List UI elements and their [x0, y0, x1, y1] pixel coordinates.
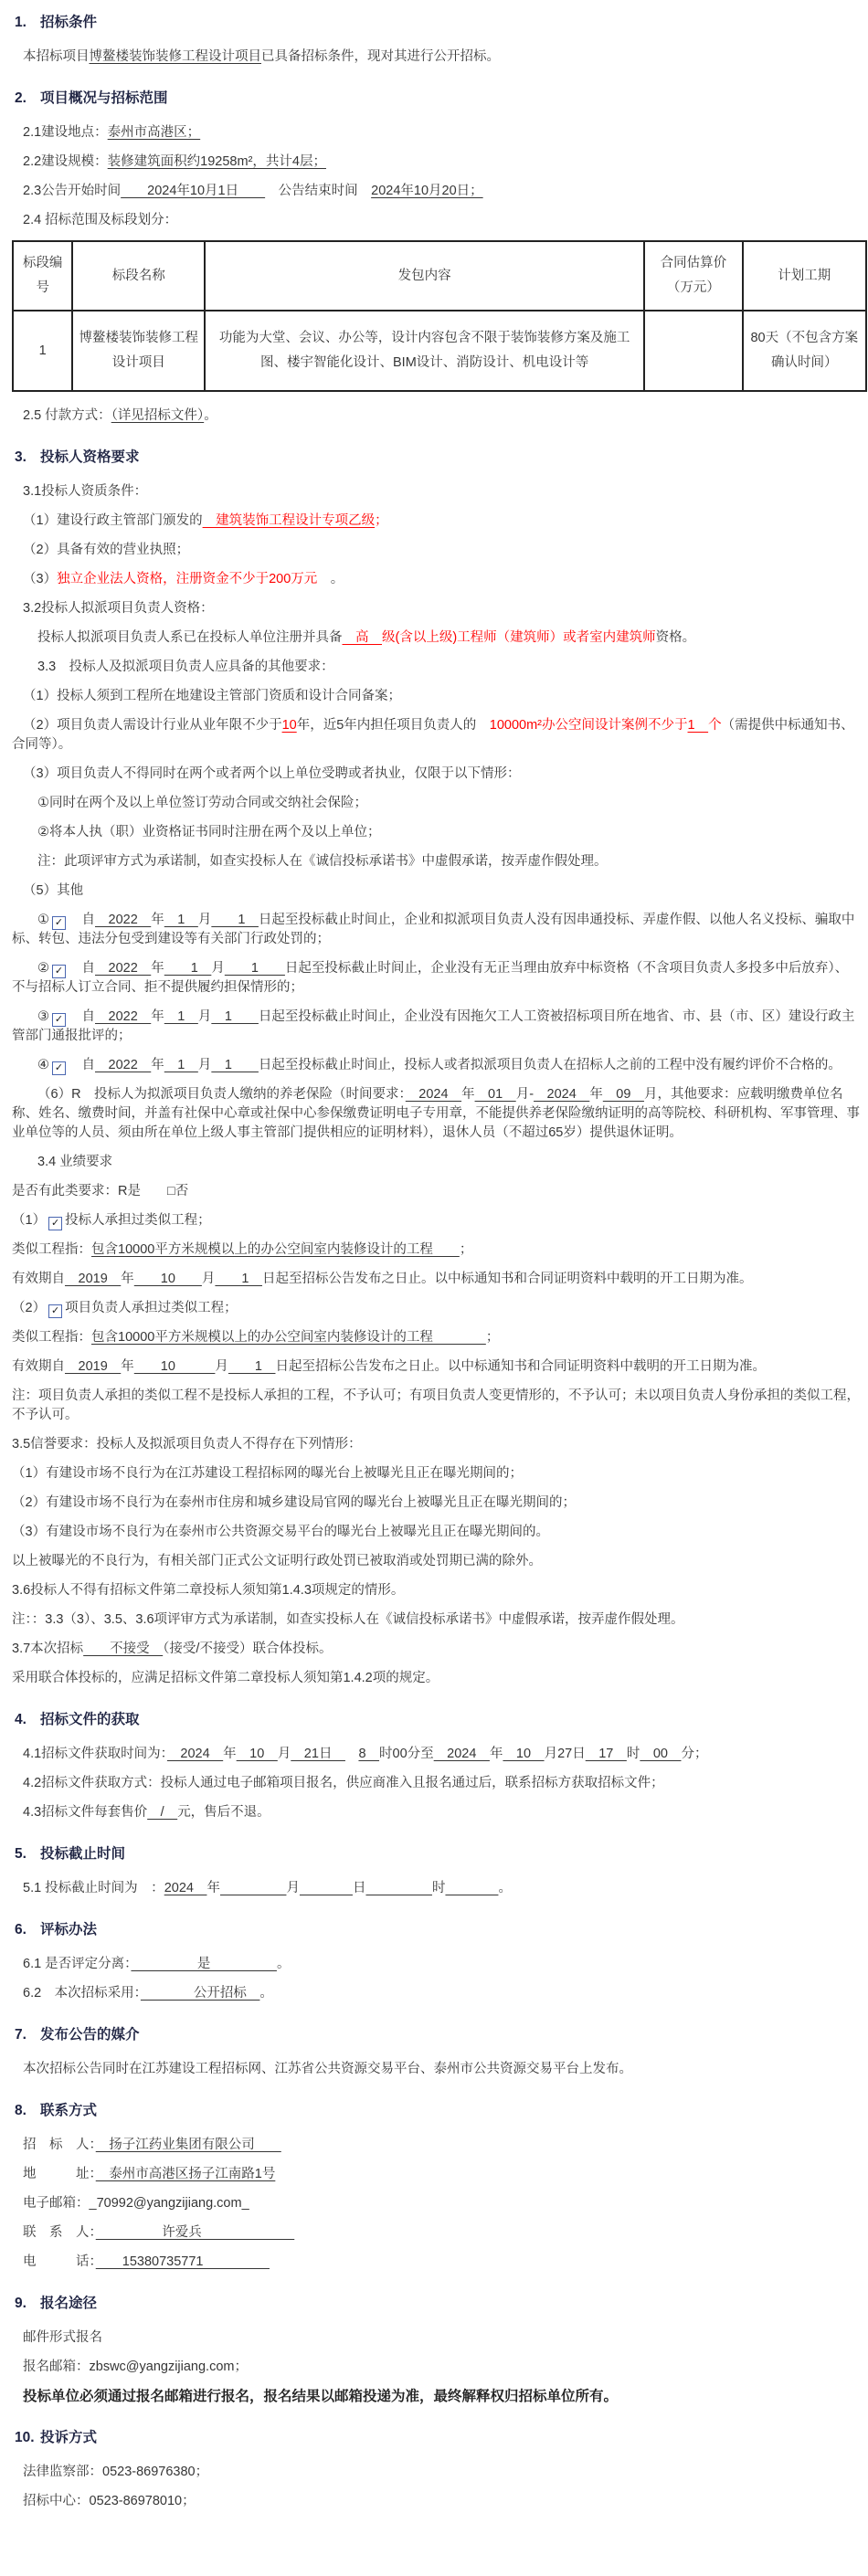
text-segment: 2019 [65, 1272, 122, 1286]
table-cell [644, 311, 742, 391]
text-segment: 装修建筑面积约19258m²，共计4层； [107, 154, 326, 169]
registration-notice [7, 2387, 861, 2406]
text-segment: 独立企业法人资格，注册资金不少于200万元 [57, 572, 318, 586]
text-segment: 月- [515, 1087, 535, 1102]
paragraph [7, 1984, 861, 2003]
paragraph [7, 959, 861, 998]
text-segment: 。 [498, 1881, 512, 1895]
paragraph [7, 1669, 861, 1688]
text-segment: 。 [259, 1986, 273, 2001]
text-segment: （1） [12, 1213, 47, 1228]
tender-center-phone [7, 2492, 861, 2511]
checked-checkbox-icon: ✓ [52, 1061, 66, 1075]
tenderer-name [7, 2136, 861, 2155]
text-segment: 公开招标 [140, 1986, 260, 2001]
text-segment: （2）有建设市场不良行为在泰州市住房和城乡建设局官网的曝光台上被曝光且正在曝光期间的； [12, 1495, 577, 1510]
section-title: 投标截止时间 [40, 1846, 126, 1862]
text-segment: 高 [342, 630, 382, 645]
construction-location [7, 123, 861, 143]
text-segment: ①同时在两个及以上单位签订劳动合同或交纳社会保险； [37, 796, 367, 810]
text-segment: 月 [197, 1009, 212, 1024]
section-title: 报名途径 [40, 2296, 98, 2311]
text-segment: 10 [133, 1272, 202, 1286]
text-segment [220, 1881, 287, 1895]
text-segment [300, 1881, 353, 1895]
tenderer-address [7, 2165, 861, 2184]
table-row [13, 311, 866, 391]
paragraph [7, 765, 861, 784]
text-segment: 01 [474, 1087, 516, 1102]
text-segment: 元，售后不退。 [177, 1805, 270, 1820]
text-segment: 许爱兵 [95, 2225, 295, 2240]
table-header-cell: 计划工期 [743, 241, 866, 311]
text-segment: 2024 [164, 1881, 207, 1895]
text-segment: 3.1投标人资质条件： [23, 484, 148, 499]
paragraph [7, 1056, 861, 1075]
text-segment: 17 [585, 1747, 627, 1761]
checked-checkbox-icon: ✓ [52, 965, 66, 978]
table-header-row [13, 241, 866, 311]
text-segment: 月 [197, 913, 212, 927]
section-number: 3. [15, 449, 26, 465]
table-cell: 博鳌楼装饰装修工程设计项目 [72, 311, 205, 391]
text-segment: （2）具备有效的营业执照； [23, 543, 190, 557]
paragraph [7, 1494, 861, 1513]
text-segment: 月，其他要求：应载明缴费单位名称、姓名、缴费时间，并盖有社保中心章或社保中心参保缴费证明电子专用章，不能提供养老保险缴纳证明的高等院校、科研机构、军事管理、事业单位等的人员、须由所在单位上级人事主管部门提供相应的证明材料），退休人员（不超过65岁）提供退休证明。 [12, 1087, 860, 1140]
text-segment: 联 系 人： [23, 2225, 96, 2240]
text-segment: ②将本人执（职）业资格证书同时注册在两个及以上单位； [37, 825, 381, 839]
text-segment: 是 [131, 1957, 277, 1971]
section-heading [15, 2101, 861, 2121]
contact-phone [7, 2253, 861, 2272]
text-segment: （6）R 投标人为拟派项目负责人缴纳的养老保险（时间要求： [37, 1087, 406, 1102]
text-segment: 2024 [405, 1087, 462, 1102]
table-cell: 80天（不包含方案确认时间） [743, 311, 866, 391]
text-segment: 4.3招标文件每套售价 [23, 1805, 148, 1820]
paragraph [7, 1552, 861, 1571]
text-segment: 。 [276, 1957, 291, 1971]
text-segment: 2022 [95, 961, 152, 976]
text-segment: ④ [37, 1058, 49, 1072]
text-segment: 年 [206, 1881, 220, 1895]
text-segment: 月 [197, 1058, 212, 1072]
text-segment: 有效期自 [12, 1272, 65, 1286]
section-heading [15, 1844, 861, 1864]
text-segment: 2.3公告开始时间 [23, 184, 122, 198]
text-segment: 21日 [291, 1747, 345, 1761]
text-segment: 年 [121, 1272, 134, 1286]
section-title: 联系方式 [40, 2103, 98, 2118]
section-number: 10. [15, 2430, 35, 2445]
text-segment: ③ [37, 1009, 49, 1024]
text-segment: 包含10000平方米规模以上的办公空间室内装修设计的工程 [91, 1242, 460, 1257]
text-segment: 。 [204, 408, 217, 423]
paragraph [7, 1008, 861, 1046]
text-segment: （2） [12, 1301, 47, 1315]
paragraph [7, 2328, 861, 2348]
text-segment: 日起至投标截止时间止，投标人或者拟派项目负责人在招标人之前的工程中没有履约评价不合格的。 [258, 1058, 842, 1072]
paragraph [7, 628, 861, 648]
text-segment: 博鳌楼装饰装修工程设计项目 [89, 49, 261, 64]
text-segment: 有效期自 [12, 1359, 65, 1374]
section-heading [15, 2428, 861, 2448]
text-segment: （5）其他 [23, 883, 84, 898]
text-segment: 6.2 本次招标采用： [23, 1986, 141, 2001]
section-number: 1. [15, 15, 26, 30]
text-segment [445, 1881, 498, 1895]
registration-email [7, 2358, 861, 2377]
text-segment: 年 [489, 1747, 503, 1761]
text-segment: ② [37, 961, 49, 976]
text-segment: 日 [352, 1881, 366, 1895]
text-segment: 10 [236, 1747, 278, 1761]
text-segment: 3.5信誉要求：投标人及拟派项目负责人不得存在下列情形： [12, 1437, 362, 1452]
paragraph [7, 1523, 861, 1542]
text-segment: （需提供中标通知书、合同等）。 [12, 718, 854, 752]
text-segment: 招 标 人： [23, 2138, 96, 2152]
text-segment: （3） [23, 572, 58, 586]
section-number: 5. [15, 1846, 26, 1862]
text-segment: 已具备招标条件，现对其进行公开招标。 [261, 49, 500, 64]
text-segment: 10 [133, 1359, 216, 1374]
legal-supervision-phone [7, 2463, 861, 2482]
text-segment: 时 [626, 1747, 640, 1761]
text-segment: 09 [602, 1087, 644, 1102]
checked-checkbox-icon: ✓ [48, 1304, 62, 1318]
section-title: 发布公告的媒介 [40, 2027, 140, 2043]
table-header-cell: 标段名称 [72, 241, 205, 311]
text-segment: （接受/不接受）联合体投标。 [163, 1642, 333, 1656]
tender-condition-statement [7, 48, 861, 67]
text-segment: 地 址： [23, 2167, 96, 2181]
text-segment: 分； [681, 1747, 708, 1761]
paragraph [7, 1357, 861, 1377]
paragraph [7, 1085, 861, 1143]
text-segment: 10 [503, 1747, 545, 1761]
paragraph [7, 2060, 861, 2079]
text-segment: 1 [224, 961, 285, 976]
text-segment: 1 [687, 718, 709, 733]
paragraph [7, 1270, 861, 1289]
text-segment: 电子邮箱：_70992@yangzijiang.com_ [23, 2196, 249, 2211]
text-segment: ； [375, 513, 388, 528]
section-title: 招标条件 [40, 15, 98, 30]
table-header-cell: 发包内容 [205, 241, 644, 311]
text-segment: 泰州市高港区扬子江南路1号 [95, 2167, 276, 2181]
paragraph [7, 882, 861, 901]
text-segment: 是否有此类要求：R是 □否 [12, 1184, 189, 1198]
table-cell: 功能为大堂、会议、办公等，设计内容包含不限于装饰装修方案及施工图、楼宇智能化设计、BIM设计、消防设计、机电设计等 [205, 311, 644, 391]
section-title: 项目概况与招标范围 [40, 90, 168, 106]
paragraph [7, 599, 861, 618]
section-heading [15, 13, 861, 33]
text-segment: 3.2投标人拟派项目负责人资格： [23, 601, 214, 616]
text-segment: 公告结束时间 [265, 184, 372, 198]
paragraph [7, 1211, 861, 1230]
text-segment: 4.1招标文件获取时间为： [23, 1747, 167, 1761]
paragraph [7, 1153, 861, 1172]
text-segment: 类似工程指： [12, 1330, 91, 1345]
paragraph [7, 541, 861, 560]
text-segment [345, 1747, 359, 1761]
text-segment: 1 [164, 961, 212, 976]
contact-person [7, 2223, 861, 2243]
text-segment: 电 话： [23, 2254, 96, 2269]
text-segment: 报名邮箱：zbswc@yangzijiang.com； [23, 2360, 248, 2374]
text-segment: 2.2建设规模： [23, 154, 108, 169]
announcement-period [7, 182, 861, 201]
text-segment: 投标单位必须通过报名邮箱进行报名，报名结果以邮箱投递为准，最终解释权归招标单位所有。 [23, 2389, 619, 2404]
text-segment: 2024年10月1日 [121, 184, 266, 198]
text-segment: 3.3 投标人及拟派项目负责人应具备的其他要求： [37, 660, 334, 674]
text-segment: 月27日 [544, 1747, 586, 1761]
text-segment: 自 [69, 1009, 95, 1024]
text-segment: 1 [211, 1058, 259, 1072]
text-segment: 2024 [433, 1747, 490, 1761]
text-segment: 本招标项目 [23, 49, 90, 64]
text-segment: 月 [215, 1359, 228, 1374]
text-segment: 2024年10月20日； [371, 184, 483, 198]
text-segment: 月 [277, 1747, 291, 1761]
text-segment: 个 [708, 718, 722, 733]
table-cell: 1 [13, 311, 72, 391]
text-segment: 1 [211, 913, 259, 927]
paragraph [7, 1581, 861, 1600]
section-title: 招标文件的获取 [40, 1712, 140, 1727]
text-segment: 1 [215, 1272, 262, 1286]
text-segment: 年 [589, 1087, 603, 1102]
paragraph [7, 570, 861, 589]
text-segment: 5.1 投标截止时间为 ： [23, 1881, 164, 1895]
paragraph [7, 1240, 861, 1260]
text-segment: 建筑装饰工程设计专项乙级 [202, 513, 376, 528]
section-heading [15, 1710, 861, 1730]
text-segment: 3.7本次招标 [12, 1642, 84, 1656]
text-segment: 年 [151, 1058, 164, 1072]
section-number: 9. [15, 2296, 26, 2311]
text-segment: 月 [286, 1881, 300, 1895]
text-segment: 3.4 业绩要求 [37, 1155, 113, 1169]
paragraph [7, 512, 861, 531]
text-segment: 年 [461, 1087, 475, 1102]
text-segment: 2022 [95, 913, 152, 927]
text-segment: 1 [164, 913, 198, 927]
paragraph [7, 482, 861, 501]
text-segment: 级(含以上级)工程师（建筑师）或者室内建筑师 [382, 630, 656, 645]
paragraph [7, 687, 861, 706]
section-heading [15, 89, 861, 109]
section-title: 投标人资格要求 [40, 449, 140, 465]
text-segment: 2022 [95, 1058, 152, 1072]
construction-scale [7, 153, 861, 172]
text-segment: 2.4 招标范围及标段划分： [23, 213, 178, 227]
section-heading [15, 2025, 861, 2045]
paragraph [7, 794, 861, 813]
checked-checkbox-icon: ✓ [48, 1217, 62, 1230]
text-segment: （2）项目负责人需设计行业从业年限不少于 [23, 718, 282, 733]
text-segment: 。 [317, 572, 344, 586]
text-segment: 2024 [534, 1087, 590, 1102]
paragraph [7, 658, 861, 677]
text-segment: 不接受 [83, 1642, 164, 1656]
section-heading [15, 1920, 861, 1940]
scope-heading [7, 211, 861, 230]
text-segment: 泰州市高港区； [107, 125, 201, 140]
text-segment: 15380735771 [95, 2254, 270, 2269]
document-body [7, 13, 861, 2511]
text-segment: 年 [151, 913, 164, 927]
text-segment: （1）有建设市场不良行为在江苏建设工程招标网的曝光台上被曝光且正在曝光期间的； [12, 1466, 524, 1481]
paragraph [7, 1640, 861, 1659]
text-segment: 2.5 付款方式： [23, 408, 111, 423]
section-heading [15, 2294, 861, 2314]
paragraph [7, 1803, 861, 1822]
text-segment: 6.1 是否评定分离： [23, 1957, 132, 1971]
text-segment: 1 [228, 1359, 276, 1374]
section-title: 评标办法 [40, 1922, 98, 1937]
text-segment: 月 [201, 1272, 216, 1286]
checked-checkbox-icon: ✓ [52, 916, 66, 930]
text-segment: 邮件形式报名 [23, 2330, 102, 2345]
text-segment: 10 [281, 718, 297, 733]
document-obtain-time [7, 1745, 861, 1764]
text-segment: 类似工程指： [12, 1242, 91, 1257]
section-title: 投诉方式 [40, 2430, 98, 2445]
paragraph [7, 1299, 861, 1318]
text-segment: 日起至投标截止时间止，企业和拟派项目负责人没有因串通投标、弄虚作假、以他人名义投标、骗取中标、转包、违法分包受到建设等有关部门行政处罚的； [12, 913, 855, 946]
text-segment: 年 [151, 961, 164, 976]
payment-terms [7, 406, 861, 426]
text-segment: （3）有建设市场不良行为在泰州市公共资源交易平台的曝光台上被曝光且正在曝光期间的。 [12, 1525, 550, 1539]
paragraph [7, 1464, 861, 1483]
text-segment: 8 [358, 1747, 380, 1761]
text-segment: 法律监察部：0523-86976380； [23, 2465, 209, 2479]
text-segment: 注：项目负责人承担的类似工程不是投标人承担的工程，不予认可；有项目负责人变更情形的，不予认可；未以项目负责人身份承担的类似工程，不予认可。 [12, 1388, 860, 1422]
paragraph [7, 823, 861, 842]
text-segment: 以上被曝光的不良行为，有相关部门正式公文证明行政处罚已被取消或处罚期已满的除外。 [12, 1554, 542, 1568]
section-number: 4. [15, 1712, 26, 1727]
text-segment: 1 [164, 1058, 198, 1072]
text-segment: 项目负责人承担过类似工程； [65, 1301, 238, 1315]
paragraph [7, 1435, 861, 1454]
text-segment: 10000m²办公空间设计案例不少于 [489, 718, 688, 733]
bid-deadline [7, 1879, 861, 1898]
text-segment: 扬子江药业集团有限公司 [95, 2138, 281, 2152]
text-segment [365, 1881, 432, 1895]
text-segment: （3）项目负责人不得同时在两个或者两个以上单位受聘或者执业，仅限于以下情形： [23, 766, 521, 781]
text-segment: 自 [69, 961, 95, 976]
text-segment: 年 [223, 1747, 237, 1761]
text-segment: 投标人承担过类似工程； [65, 1213, 211, 1228]
text-segment: 资格。 [655, 630, 696, 645]
text-segment: 2022 [95, 1009, 152, 1024]
text-segment: 自 [69, 913, 95, 927]
text-segment: ； [485, 1330, 500, 1345]
text-segment: 日起至招标公告发布之日止。以中标通知书和合同证明资料中载明的开工日期为准。 [261, 1272, 753, 1286]
paragraph [7, 716, 861, 755]
section-number: 6. [15, 1922, 26, 1937]
text-segment: 2024 [166, 1747, 224, 1761]
text-segment: 时 [431, 1881, 446, 1895]
table-header-cell: 标段编号 [13, 241, 72, 311]
text-segment: 本次招标公告同时在江苏建设工程招标网、江苏省公共资源交易平台、泰州市公共资源交易平台上发布。 [23, 2062, 632, 2076]
text-segment: 采用联合体投标的，应满足招标文件第二章投标人须知第1.4.2项的规定。 [12, 1671, 439, 1685]
paragraph [7, 1182, 861, 1201]
text-segment: 年 [121, 1359, 134, 1374]
text-segment: ① [37, 913, 49, 927]
text-segment: 日起至招标公告发布之日止。以中标通知书和合同证明资料中载明的开工日期为准。 [275, 1359, 766, 1374]
paragraph [7, 1387, 861, 1425]
text-segment: 日起至投标截止时间止，企业没有无正当理由放弃中标资格（不含项目负责人多投多中后放弃）、不与招标人订立合同、拒不提供履约担保情形的； [12, 961, 849, 995]
paragraph [7, 1774, 861, 1793]
paragraph [7, 911, 861, 949]
text-segment: 年，近5年内担任项目负责人的 [296, 718, 490, 733]
text-segment: 日起至投标截止时间止，企业没有因拖欠工人工资被招标项目所在地省、市、县（市、区）建设行政主管部门通报批评的； [12, 1009, 855, 1043]
text-segment: 2019 [65, 1359, 122, 1374]
text-segment: 1 [164, 1009, 198, 1024]
table-header-cell: 合同估算价（万元） [644, 241, 742, 311]
text-segment: ； [459, 1242, 473, 1257]
text-segment: 3.6投标人不得有招标文件第二章投标人须知第1.4.3项规定的情形。 [12, 1583, 405, 1598]
section-number: 8. [15, 2103, 26, 2118]
section-number: 2. [15, 90, 26, 106]
text-segment: （1）建设行政主管部门颁发的 [23, 513, 203, 528]
checked-checkbox-icon: ✓ [52, 1013, 66, 1027]
text-segment: 注：：3.3（3）、3.5、3.6项评审方式为承诺制，如查实投标人在《诚信投标承诺书》中虚假承诺，按弄虚作假处理。 [12, 1612, 684, 1627]
paragraph [7, 1610, 861, 1630]
text-segment: / [147, 1805, 178, 1820]
section-heading [15, 448, 861, 468]
text-segment: （详见招标文件） [111, 408, 205, 423]
text-segment: 年 [151, 1009, 164, 1024]
text-segment: 时00分至 [379, 1747, 434, 1761]
text-segment: （1）投标人须到工程所在地建设主管部门资质和设计合同备案； [23, 689, 402, 703]
paragraph [7, 1328, 861, 1347]
bid-sections-table [12, 240, 867, 392]
section-number: 7. [15, 2027, 26, 2043]
text-segment: 月 [211, 961, 225, 976]
text-segment: 投标人拟派项目负责人系已在投标人单位注册并具备 [37, 630, 343, 645]
paragraph [7, 1955, 861, 1974]
text-segment: 4.2招标文件获取方式：投标人通过电子邮箱项目报名，供应商准入且报名通过后，联系招标方获取招标文件； [23, 1776, 664, 1790]
text-segment: 2.1建设地点： [23, 125, 108, 140]
text-segment: 1 [211, 1009, 259, 1024]
text-segment: 注：此项评审方式为承诺制，如查实投标人在《诚信投标承诺书》中虚假承诺，按弄虚作假处理。 [37, 854, 608, 869]
tenderer-email [7, 2194, 861, 2213]
text-segment: 00 [640, 1747, 682, 1761]
paragraph [7, 852, 861, 871]
text-segment: 包含10000平方米规模以上的办公空间室内装修设计的工程 [91, 1330, 486, 1345]
text-segment: 招标中心：0523-86978010； [23, 2494, 196, 2508]
text-segment: 自 [69, 1058, 95, 1072]
